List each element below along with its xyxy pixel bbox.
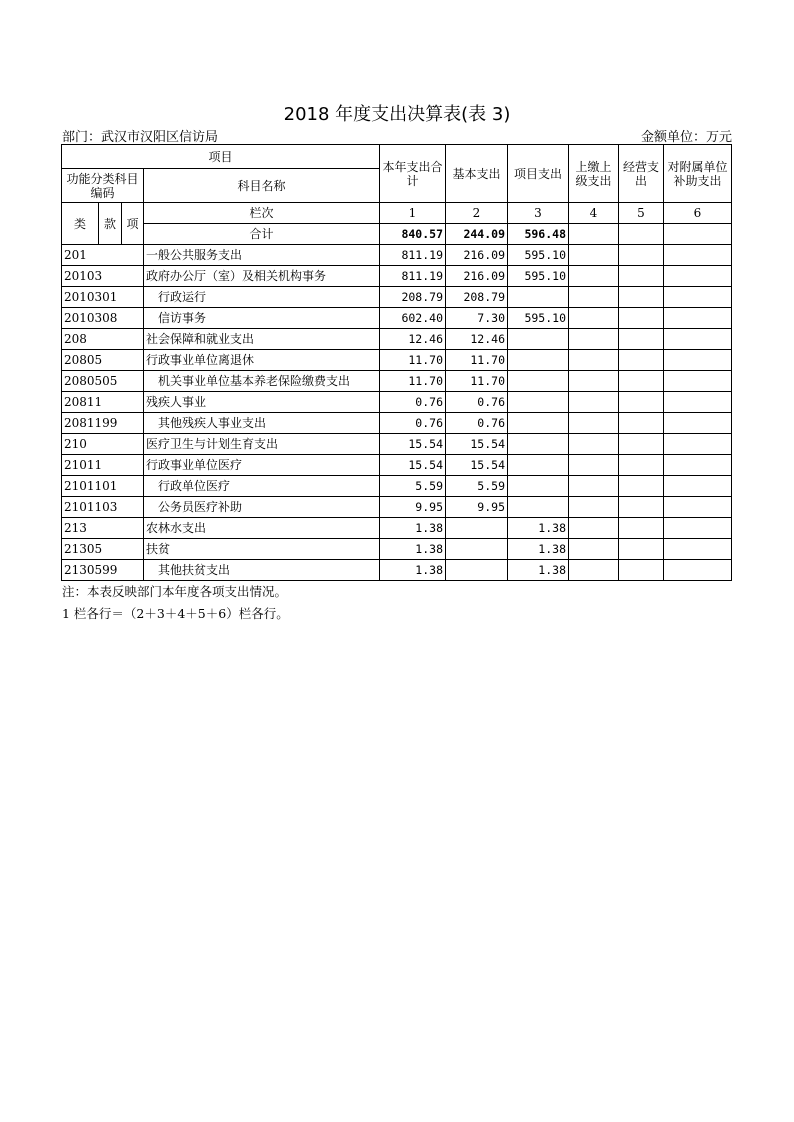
row-basic — [446, 518, 508, 539]
col-index-2: 2 — [446, 203, 508, 224]
row-total: 602.40 — [380, 308, 446, 329]
row-subject-name: 社会保障和就业支出 — [144, 329, 380, 350]
col-index-1: 1 — [380, 203, 446, 224]
table-row — [62, 413, 732, 434]
row-business — [619, 266, 664, 287]
row-basic: 15.54 — [446, 434, 508, 455]
row-business — [619, 287, 664, 308]
table-row — [62, 539, 732, 560]
row-subject-name: 公务员医疗补助 — [144, 497, 380, 518]
row-basic: 12.46 — [446, 329, 508, 350]
row-business — [619, 350, 664, 371]
row-total: 1.38 — [380, 560, 446, 581]
row-project — [508, 392, 569, 413]
row-subject-name: 其他残疾人事业支出 — [144, 413, 380, 434]
row-subject-name: 行政事业单位医疗 — [144, 455, 380, 476]
row-basic: 11.70 — [446, 371, 508, 392]
row-project: 1.38 — [508, 539, 569, 560]
row-total: 9.95 — [380, 497, 446, 518]
row-business — [619, 371, 664, 392]
row-business — [619, 539, 664, 560]
report-title: 2018 年度支出决算表(表 3) — [283, 104, 511, 125]
row-code: 20805 — [62, 350, 144, 371]
row-code: 201 — [62, 245, 144, 266]
header-subject-name: 科目名称 — [144, 169, 380, 203]
row-total: 15.54 — [380, 434, 446, 455]
row-subject-name: 残疾人事业 — [144, 392, 380, 413]
row-subsidy — [664, 455, 732, 476]
row-subsidy — [664, 308, 732, 329]
department-label: 部门：武汉市汉阳区信访局 — [62, 130, 219, 145]
row-upper — [569, 497, 619, 518]
total-subsidy — [664, 224, 732, 245]
row-basic: 5.59 — [446, 476, 508, 497]
table-row — [62, 308, 732, 329]
row-business — [619, 329, 664, 350]
row-subject-name: 医疗卫生与计划生育支出 — [144, 434, 380, 455]
row-business — [619, 392, 664, 413]
row-business — [619, 476, 664, 497]
row-code: 2010308 — [62, 308, 144, 329]
table-row — [62, 329, 732, 350]
total-business — [619, 224, 664, 245]
row-project — [508, 476, 569, 497]
row-upper — [569, 308, 619, 329]
row-code: 2101103 — [62, 497, 144, 518]
row-business — [619, 434, 664, 455]
row-basic: 216.09 — [446, 266, 508, 287]
row-subject-name: 农林水支出 — [144, 518, 380, 539]
row-total: 12.46 — [380, 329, 446, 350]
row-basic: 208.79 — [446, 287, 508, 308]
row-subject-name: 扶贫 — [144, 539, 380, 560]
row-basic: 216.09 — [446, 245, 508, 266]
table-row — [62, 371, 732, 392]
row-total: 0.76 — [380, 392, 446, 413]
row-code: 20103 — [62, 266, 144, 287]
table-row — [62, 392, 732, 413]
table-row — [62, 476, 732, 497]
row-code: 208 — [62, 329, 144, 350]
row-upper — [569, 413, 619, 434]
row-upper — [569, 539, 619, 560]
row-project — [508, 497, 569, 518]
header-upper: 上缴上级支出 — [569, 145, 619, 203]
row-subsidy — [664, 413, 732, 434]
row-total: 811.19 — [380, 266, 446, 287]
row-upper — [569, 392, 619, 413]
row-code: 21305 — [62, 539, 144, 560]
header-kuan: 款 — [99, 203, 122, 245]
total-upper — [569, 224, 619, 245]
row-upper — [569, 560, 619, 581]
table-row — [62, 560, 732, 581]
row-code: 20811 — [62, 392, 144, 413]
header-column-index: 栏次 — [144, 203, 380, 224]
row-basic: 11.70 — [446, 350, 508, 371]
row-upper — [569, 476, 619, 497]
row-subsidy — [664, 434, 732, 455]
row-basic — [446, 560, 508, 581]
row-code: 2130599 — [62, 560, 144, 581]
row-project — [508, 350, 569, 371]
row-business — [619, 497, 664, 518]
table-row — [62, 497, 732, 518]
row-subject-name: 机关事业单位基本养老保险缴费支出 — [144, 371, 380, 392]
col-index-3: 3 — [508, 203, 569, 224]
row-basic: 9.95 — [446, 497, 508, 518]
row-project: 595.10 — [508, 245, 569, 266]
row-project: 595.10 — [508, 266, 569, 287]
header-project: 项目支出 — [508, 145, 569, 203]
row-basic: 0.76 — [446, 413, 508, 434]
row-code: 21011 — [62, 455, 144, 476]
total-row — [62, 224, 732, 245]
row-total: 1.38 — [380, 539, 446, 560]
row-project: 1.38 — [508, 518, 569, 539]
row-subsidy — [664, 329, 732, 350]
row-basic — [446, 539, 508, 560]
row-subsidy — [664, 287, 732, 308]
row-subsidy — [664, 497, 732, 518]
row-project — [508, 287, 569, 308]
header-func-code: 功能分类科目编码 — [62, 169, 144, 203]
row-project: 1.38 — [508, 560, 569, 581]
row-upper — [569, 287, 619, 308]
row-subsidy — [664, 371, 732, 392]
note-line-2: 1 栏各行＝（2＋3＋4＋5＋6）栏各行。 — [62, 606, 289, 621]
col-index-6: 6 — [664, 203, 732, 224]
row-code: 2101101 — [62, 476, 144, 497]
table-row — [62, 518, 732, 539]
row-upper — [569, 329, 619, 350]
row-subsidy — [664, 392, 732, 413]
row-subsidy — [664, 476, 732, 497]
row-subsidy — [664, 245, 732, 266]
row-upper — [569, 350, 619, 371]
row-subsidy — [664, 560, 732, 581]
row-project — [508, 329, 569, 350]
note-line-1: 注：本表反映部门本年度各项支出情况。 — [62, 584, 288, 599]
table-row — [62, 455, 732, 476]
row-code: 2081199 — [62, 413, 144, 434]
row-business — [619, 560, 664, 581]
table-row — [62, 287, 732, 308]
row-total: 1.38 — [380, 518, 446, 539]
col-index-5: 5 — [619, 203, 664, 224]
table-row — [62, 266, 732, 287]
row-subsidy — [664, 350, 732, 371]
col-index-4: 4 — [569, 203, 619, 224]
table-row — [62, 434, 732, 455]
row-subject-name: 行政单位医疗 — [144, 476, 380, 497]
row-basic: 7.30 — [446, 308, 508, 329]
row-code: 2080505 — [62, 371, 144, 392]
notes — [62, 581, 289, 625]
row-subsidy — [664, 266, 732, 287]
total-amount: 840.57 — [380, 224, 446, 245]
row-project — [508, 413, 569, 434]
row-business — [619, 245, 664, 266]
row-subject-name: 行政运行 — [144, 287, 380, 308]
row-total: 811.19 — [380, 245, 446, 266]
amount-unit-label: 金额单位：万元 — [640, 130, 732, 145]
row-project — [508, 455, 569, 476]
row-business — [619, 413, 664, 434]
header-basic: 基本支出 — [446, 145, 508, 203]
row-upper — [569, 455, 619, 476]
row-upper — [569, 245, 619, 266]
header-business: 经营支出 — [619, 145, 664, 203]
expenditure-table — [61, 144, 732, 581]
row-subject-name: 政府办公厅（室）及相关机构事务 — [144, 266, 380, 287]
row-code: 2010301 — [62, 287, 144, 308]
row-subject-name: 信访事务 — [144, 308, 380, 329]
row-project: 595.10 — [508, 308, 569, 329]
row-code: 210 — [62, 434, 144, 455]
row-subject-name: 一般公共服务支出 — [144, 245, 380, 266]
row-total: 11.70 — [380, 371, 446, 392]
row-upper — [569, 518, 619, 539]
row-subject-name: 行政事业单位离退休 — [144, 350, 380, 371]
row-business — [619, 518, 664, 539]
row-total: 11.70 — [380, 350, 446, 371]
row-business — [619, 308, 664, 329]
row-basic: 15.54 — [446, 455, 508, 476]
row-total: 15.54 — [380, 455, 446, 476]
row-basic: 0.76 — [446, 392, 508, 413]
row-total: 208.79 — [380, 287, 446, 308]
header-item: 项目 — [62, 145, 380, 169]
total-basic: 244.09 — [446, 224, 508, 245]
row-code: 213 — [62, 518, 144, 539]
row-subject-name: 其他扶贫支出 — [144, 560, 380, 581]
row-business — [619, 455, 664, 476]
row-project — [508, 371, 569, 392]
header-lei: 类 — [62, 203, 99, 245]
table-row — [62, 350, 732, 371]
header-total: 本年支出合计 — [380, 145, 446, 203]
row-total: 0.76 — [380, 413, 446, 434]
total-project: 596.48 — [508, 224, 569, 245]
row-upper — [569, 371, 619, 392]
header-subsidy: 对附属单位补助支出 — [664, 145, 732, 203]
row-subsidy — [664, 539, 732, 560]
row-total: 5.59 — [380, 476, 446, 497]
total-label: 合计 — [144, 224, 380, 245]
row-subsidy — [664, 518, 732, 539]
row-project — [508, 434, 569, 455]
header-xiang: 项 — [122, 203, 144, 245]
row-upper — [569, 266, 619, 287]
table-row — [62, 245, 732, 266]
row-upper — [569, 434, 619, 455]
